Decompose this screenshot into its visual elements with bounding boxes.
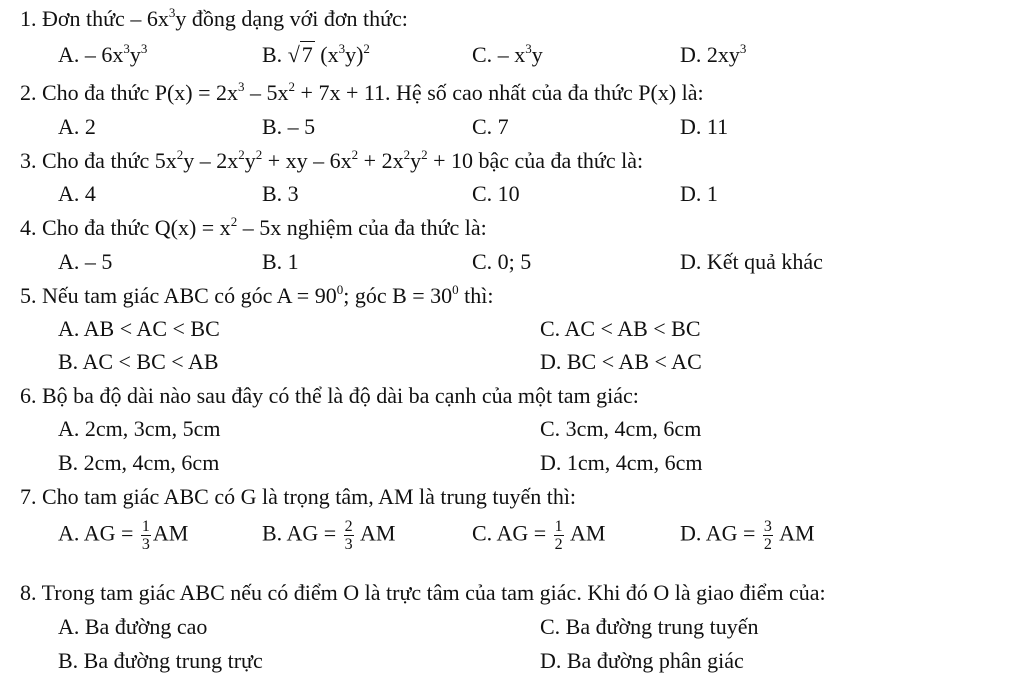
- q5-option-c: C. AC < AB < BC: [540, 316, 701, 341]
- q8-option-b: B. Ba đường trung trực: [58, 648, 263, 673]
- q8-option-d: D. Ba đường phân giác: [540, 648, 744, 673]
- q3-option-d: D. 1: [680, 181, 718, 206]
- q6-option-a: A. 2cm, 3cm, 5cm: [58, 416, 221, 441]
- question-2: 2. Cho đa thức $P(x) = 2x^3 - 5x^2 + 7x + 11$. Hệ số cao nhất của đa thức P(x) là:: [20, 79, 704, 105]
- question-6: 6. Bộ ba độ dài nào sau đây có thể là độ dài ba cạnh của một tam giác:: [20, 383, 639, 408]
- sqrt-symbol: √7: [287, 42, 313, 67]
- q4-option-b: B. 1: [262, 249, 299, 274]
- q2-option-c: C. 7: [472, 114, 509, 139]
- q6-option-d: D. 1cm, 4cm, 6cm: [540, 450, 703, 475]
- q1-option-d: D. $2xy^3$: [680, 41, 747, 67]
- q7-option-c: C. AG = $\frac{1}{2}$ AM: [472, 518, 606, 553]
- q2-option-d: D. 11: [680, 114, 729, 139]
- q7-option-b: B. AG = $\frac{2}{3}$ AM: [262, 518, 396, 553]
- q5-option-b: B. AC < BC < AB: [58, 349, 219, 374]
- q7-option-a: A. AG = $\frac{1}{3}$ AM: [58, 518, 189, 553]
- q8-option-c: C. Ba đường trung tuyến: [540, 614, 759, 639]
- question-3: 3. Cho đa thức $5x^2y - 2x^2y^2$ + xy – $6x^2 + 2x^2y^2 + 10$ bậc của đa thức là:: [20, 147, 644, 173]
- question-5: 5. Nếu tam giác ABC có góc $A = 90^0$; góc $B = 30^0$ thì:: [20, 282, 494, 308]
- question-7: 7. Cho tam giác ABC có G là trọng tâm, AM là trung tuyến thì:: [20, 484, 577, 509]
- question-1: 1. Đơn thức – $6x^3y$ đồng dạng với đơn thức:: [20, 5, 408, 31]
- q1-option-a: A. – $6x^3y^3$: [58, 41, 148, 67]
- q3-option-c: C. 10: [472, 181, 520, 206]
- q1-option-b: B. √7 $(x^3y)^2$: [262, 41, 370, 67]
- q2-option-a: A. 2: [58, 114, 96, 139]
- question-8: 8. Trong tam giác ABC nếu có điểm O là trực tâm của tam giác. Khi đó O là giao điểm của:: [20, 580, 826, 605]
- q4-option-c: C. 0; 5: [472, 249, 532, 274]
- q5-option-d: D. BC < AB < AC: [540, 349, 702, 374]
- q5-option-a: A. AB < AC < BC: [58, 316, 220, 341]
- fraction: $\frac{1}{3}$: [141, 518, 150, 553]
- fraction: $\frac{1}{2}$: [554, 518, 563, 553]
- q6-option-c: C. 3cm, 4cm, 6cm: [540, 416, 702, 441]
- q2-option-b: B. – 5: [262, 114, 316, 139]
- fraction: $\frac{2}{3}$: [344, 518, 353, 553]
- q8-option-a: A. Ba đường cao: [58, 614, 208, 639]
- question-number: 1.: [20, 6, 37, 31]
- q7-option-d: D. AG = $\frac{3}{2}$ AM: [680, 518, 815, 553]
- fraction: $\frac{3}{2}$: [763, 518, 772, 553]
- q3-option-b: B. 3: [262, 181, 299, 206]
- q6-option-b: B. 2cm, 4cm, 6cm: [58, 450, 220, 475]
- q3-option-a: A. 4: [58, 181, 96, 206]
- q4-option-d: D. Kết quả khác: [680, 249, 823, 274]
- question-4: 4. Cho đa thức $Q(x) = x^2 - 5x$ nghiệm của đa thức là:: [20, 214, 487, 240]
- q4-option-a: A. – 5: [58, 249, 113, 274]
- q1-option-c: C. – $x^3y$: [472, 41, 543, 67]
